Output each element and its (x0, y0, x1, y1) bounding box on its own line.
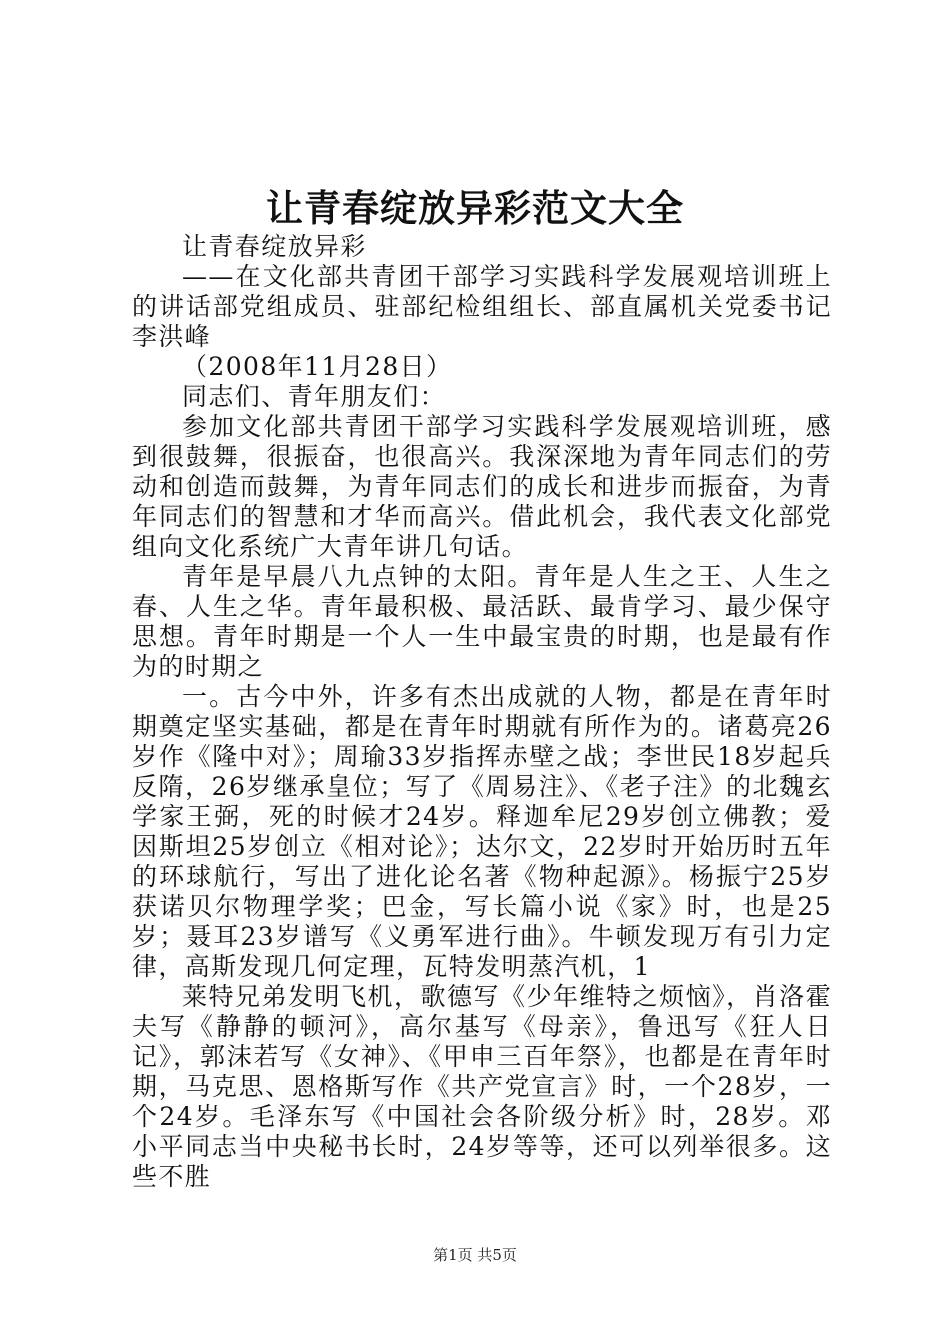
salutation: 同志们、青年朋友们： (182, 382, 447, 411)
body-paragraph: 莱特兄弟发明飞机，歌德写《少年维特之烦恼》，肖洛霍夫写《静静的顿河》，高尔基写《母亲》，鲁迅写《狂人日记》，郭沫若写《女神》、《甲申三百年祭》，也都是在青年时期，马克思、恩格斯写作《共产党宣言》时，一个28岁，一个24岁。毛泽东写《中国社会各阶级分析》时，28岁。邓小平同志当中央秘书长时，24岁等等，还可以列举很多。这些不胜 (132, 982, 832, 1191)
document-body (132, 232, 832, 1192)
speech-subtitle: ——在文化部共青团干部学习实践科学发展观培训班上的讲话部党组成员、驻部纪检组组长、部直属机关党委书记李洪峰 (132, 262, 832, 351)
body-paragraph: 参加文化部共青团干部学习实践科学发展观培训班，感到很鼓舞，很振奋，也很高兴。我深深地为青年同志们的劳动和创造而鼓舞，为青年同志们的成长和进步而振奋，为青年同志们的智慧和才华而高兴。借此机会，我代表文化部党组向文化系统广大青年讲几句话。 (132, 412, 832, 561)
document-title: 让青春绽放异彩范文大全 (266, 186, 684, 230)
speech-date: （2008年11月28日） (182, 352, 453, 381)
speech-title: 让青春绽放异彩 (182, 232, 367, 261)
page-number-footer: 第1页 共5页 (433, 1246, 517, 1264)
body-paragraph: 一。古今中外，许多有杰出成就的人物，都是在青年时期奠定坚实基础，都是在青年时期就有所作为的。诸葛亮26岁作《隆中对》；周瑜33岁指挥赤壁之战；李世民18岁起兵反隋，26岁继承皇位；写了《周易注》、《老子注》的北魏玄学家王弼，死的时候才24岁。释迦牟尼29岁创立佛教；爱因斯坦25岁创立《相对论》；达尔文，22岁时开始历时五年的环球航行，写出了进化论名著《物种起源》。杨振宁25岁获诺贝尔物理学奖；巴金，写长篇小说《家》时，也是25岁；聂耳23岁谱写《义勇军进行曲》。牛顿发现万有引力定律，高斯发现几何定理，瓦特发明蒸汽机，1 (132, 682, 832, 981)
body-paragraph: 青年是早晨八九点钟的太阳。青年是人生之王、人生之春、人生之华。青年最积极、最活跃、最肯学习、最少保守思想。青年时期是一个人一生中最宝贵的时期，也是最有作为的时期之 (132, 562, 832, 681)
